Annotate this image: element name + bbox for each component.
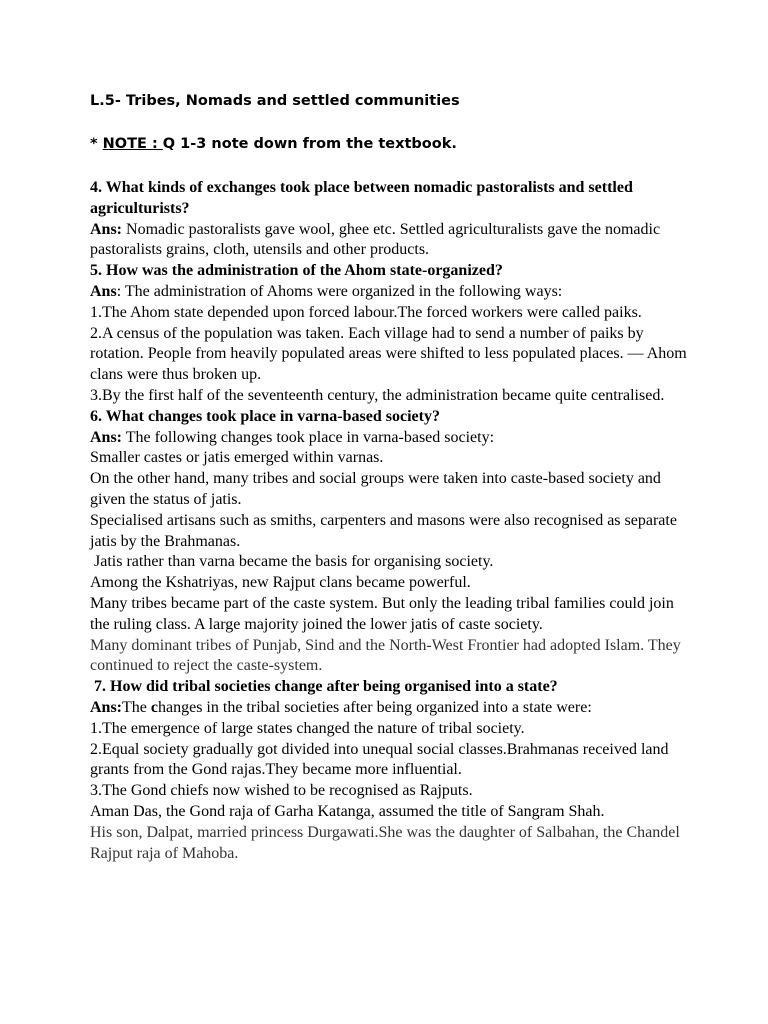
document-page: [90, 90, 690, 864]
answer-point: Specialised artisans such as smiths, carpenters and masons were also recognised as separate jatis by the Brahmanas.: [90, 511, 677, 550]
answer-text: The following changes took place in varna-based society:: [122, 428, 495, 446]
answer-point: 2.Equal society gradually got divided into unequal social classes.Brahmanas received land grants from the Gond rajas.They became more influential.: [90, 740, 669, 779]
note-line: [90, 133, 690, 155]
answer-point: 3.By the first half of the seventeenth century, the administration became quite centralised.: [90, 386, 665, 404]
question-4: 4. What kinds of exchanges took place between nomadic pastoralists and settled agriculturists?: [90, 179, 633, 217]
answer-label: Ans:: [90, 698, 123, 716]
answer-point: Many tribes became part of the caste system. But only the leading tribal families could join the ruling class. A large majority joined the lower jatis of caste society.: [90, 594, 674, 633]
note-label: NOTE :: [102, 136, 163, 152]
answer-point: 1.The Ahom state depended upon forced labour.The forced workers were called paiks.: [90, 303, 642, 321]
answer-6: [90, 428, 690, 449]
answer-point: 1.The emergence of large states changed the nature of tribal society.: [90, 719, 525, 737]
answer-point: 2.A census of the population was taken. Each village had to send a number of paiks by rotation. People from heavily populated areas were shifted to less populated places. — Ahom clans were thus broken up.: [90, 324, 687, 384]
answer-5: [90, 282, 690, 303]
answer-point: Among the Kshatriyas, new Rajput clans became powerful.: [90, 574, 471, 592]
answer-point: On the other hand, many tribes and social groups were taken into caste-based society and given the status of jatis.: [90, 470, 661, 508]
answer-label: Ans:: [90, 428, 123, 446]
answers-body: [90, 178, 690, 864]
answer-point: 3.The Gond chiefs now wished to be recognised as Rajputs.: [90, 782, 473, 800]
answer-label: Ans: [90, 282, 117, 300]
answer-text: hanges in the tribal societies after being organized into a state were:: [158, 698, 592, 716]
question-7: 7. How did tribal societies change after being organised into a state?: [90, 678, 558, 696]
answer-text: Nomadic pastoralists gave wool, ghee etc. Settled agriculturalists gave the nomadic pastoralists grains, cloth, utensils and other products.: [90, 220, 661, 259]
answer-point: Smaller castes or jatis emerged within varnas.: [90, 449, 384, 467]
question-6: 6. What changes took place in varna-based society?: [90, 407, 440, 425]
answer-point: Jatis rather than varna became the basis for organising society.: [90, 553, 494, 571]
note-text: Q 1-3 note down from the textbook.: [162, 136, 457, 152]
answer-4: [90, 220, 690, 262]
answer-point: Many dominant tribes of Punjab, Sind and the North-West Frontier had adopted Islam. They continued to reject the caste-system.: [90, 636, 681, 675]
answer-point: Aman Das, the Gond raja of Garha Katanga, assumed the title of Sangram Shah.: [90, 802, 605, 820]
answer-7: [90, 698, 690, 719]
question-5: 5. How was the administration of the Ahom state-organized?: [90, 262, 503, 280]
answer-text: : The administration of Ahoms were organized in the following ways:: [116, 282, 563, 300]
answer-label: Ans:: [90, 220, 123, 238]
answer-point: His son, Dalpat, married princess Durgawati.She was the daughter of Salbahan, the Chandel Rajput raja of Mahoba.: [90, 823, 680, 862]
page-title: L.5- Tribes, Nomads and settled communities: [90, 93, 460, 109]
answer-text: The: [122, 698, 151, 716]
note-prefix: *: [90, 136, 103, 152]
answer-text-bold: c: [150, 698, 158, 716]
